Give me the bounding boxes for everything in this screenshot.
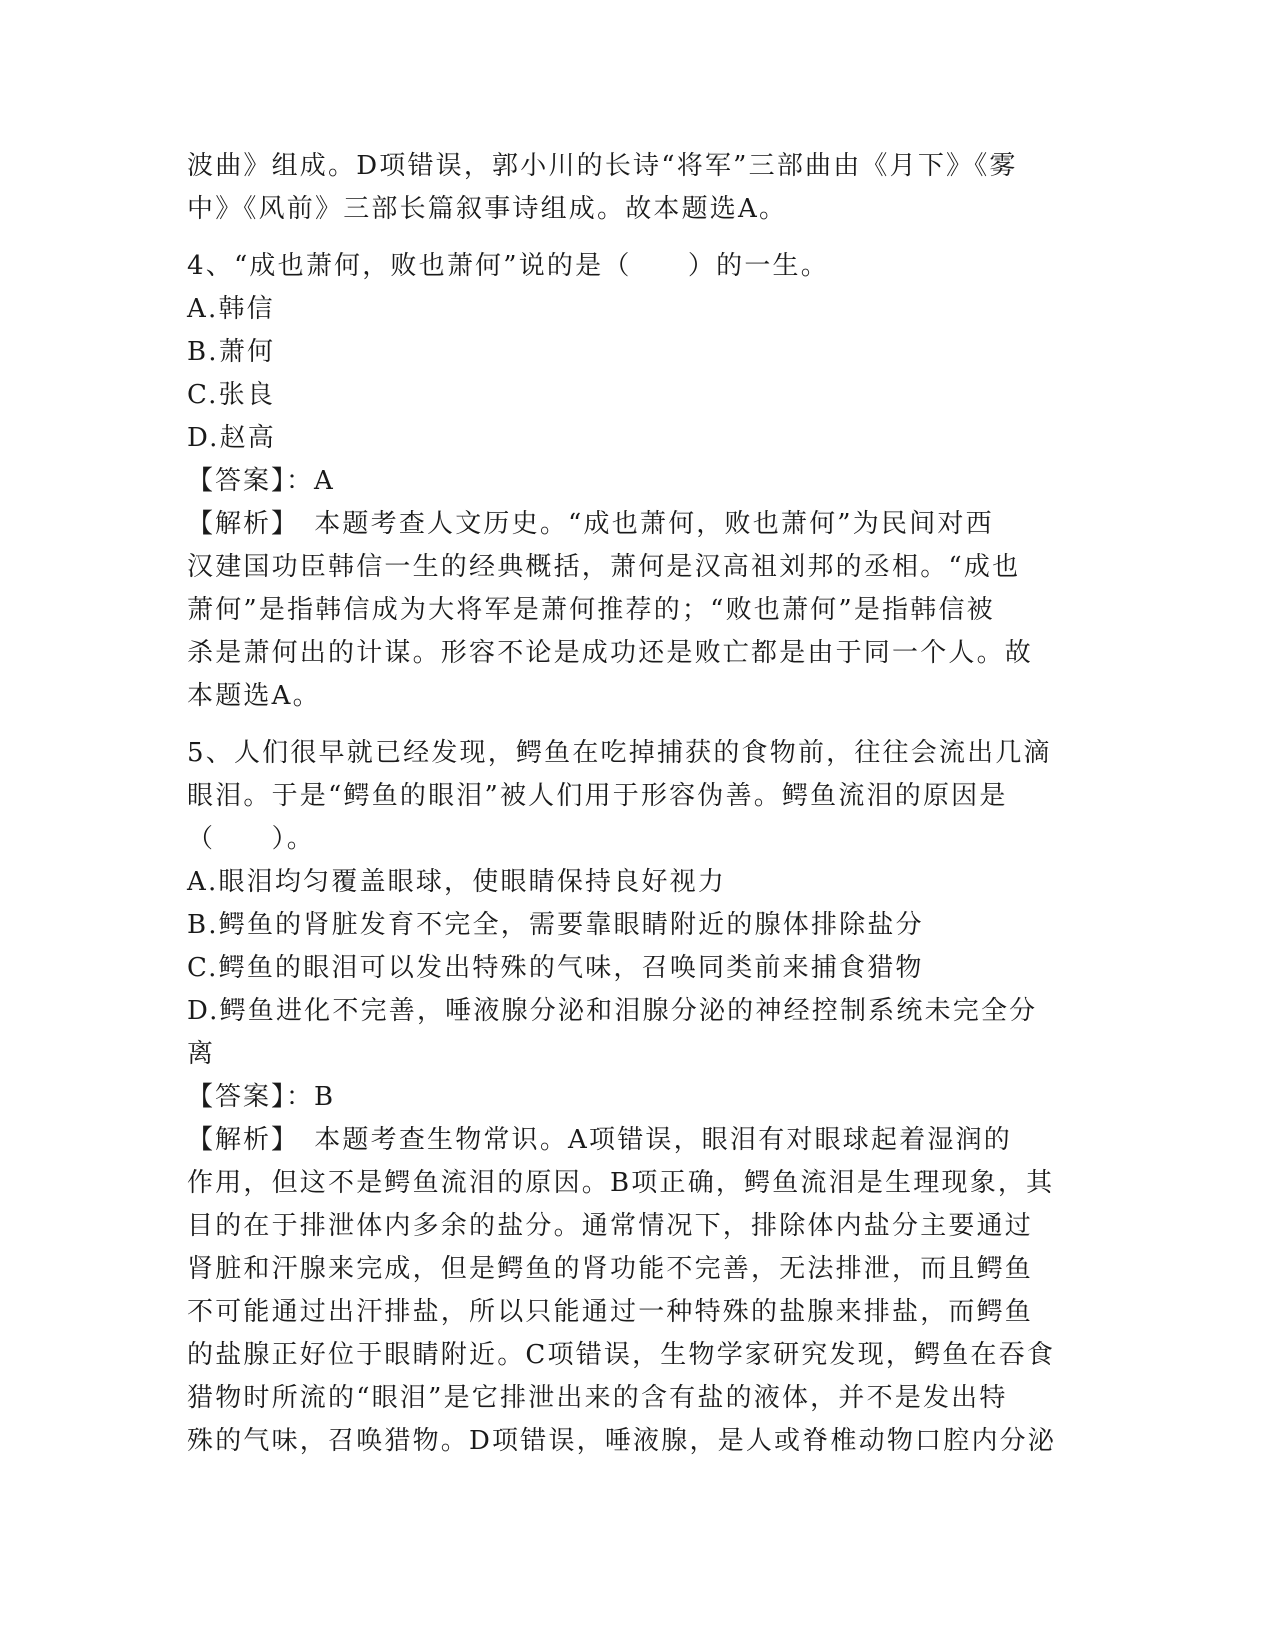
text-line: 波曲》组成。D项错误，郭小川的长诗“将军”三部曲由《月下》《雾 <box>187 151 1018 181</box>
question-4 <box>187 245 1087 718</box>
explanation-line: 目的在于排泄体内多余的盐分。通常情况下，排除体内盐分主要通过 <box>187 1211 1034 1241</box>
option-c: C.鳄鱼的眼泪可以发出特殊的气味，召唤同类前来捕食猎物 <box>187 953 924 983</box>
explanation-line: 猎物时所流的“眼泪”是它排泄出来的含有盐的液体，并不是发出特 <box>187 1383 1008 1413</box>
explanation-line <box>187 503 1087 546</box>
question-stem: 4、“成也萧何，败也萧何”说的是（ ）的一生。 <box>187 251 829 281</box>
option-b: B.萧何 <box>187 337 276 367</box>
option-d-continued: 离 <box>187 1039 216 1069</box>
answer-label: 【答案】： <box>187 466 315 496</box>
option-a: A.眼泪均匀覆盖眼球，使眼睛保持良好视力 <box>187 867 727 897</box>
explanation-line <box>187 1119 1087 1162</box>
page-content <box>187 145 1087 1463</box>
explanation-line: 本题选A。 <box>187 681 321 711</box>
answer-line <box>187 460 1087 503</box>
explanation-line: 汉建国功臣韩信一生的经典概括，萧何是汉高祖刘邦的丞相。“成也 <box>187 552 1021 582</box>
question-stem: 5、人们很早就已经发现，鳄鱼在吃掉捕获的食物前，往往会流出几滴 <box>187 738 1052 768</box>
explanation-line: 作用，但这不是鳄鱼流泪的原因。B项正确，鳄鱼流泪是生理现象，其 <box>187 1168 1055 1198</box>
explanation-line: 肾脏和汗腺来完成，但是鳄鱼的肾功能不完善，无法排泄，而且鳄鱼 <box>187 1254 1034 1284</box>
previous-explanation-continuation <box>187 145 1087 231</box>
text-line: 中》《风前》三部长篇叙事诗组成。故本题选A。 <box>187 194 788 224</box>
explanation-text: 本题考查生物常识。A项错误，眼泪有对眼球起着湿润的 <box>286 1125 1012 1155</box>
answer-line <box>187 1076 1087 1119</box>
option-a: A.韩信 <box>187 294 275 324</box>
explanation-line: 殊的气味，召唤猎物。D项错误，唾液腺，是人或脊椎动物口腔内分泌 <box>187 1426 1057 1456</box>
question-stem: 眼泪。于是“鳄鱼的眼泪”被人们用于形容伪善。鳄鱼流泪的原因是 <box>187 781 1008 811</box>
question-5 <box>187 732 1087 1463</box>
explanation-line: 萧何”是指韩信成为大将军是萧何推荐的；“败也萧何”是指韩信被 <box>187 595 995 625</box>
option-d: D.鳄鱼进化不完善，唾液腺分泌和泪腺分泌的神经控制系统未完全分 <box>187 996 1038 1026</box>
explanation-line: 杀是萧何出的计谋。形容不论是成功还是败亡都是由于同一个人。故 <box>187 638 1034 668</box>
explanation-text: 本题考查人文历史。“成也萧何，败也萧何”为民间对西 <box>286 509 994 539</box>
explanation-label: 【解析】 <box>187 509 287 539</box>
explanation-line: 的盐腺正好位于眼睛附近。C项错误，生物学家研究发现，鳄鱼在吞食 <box>187 1340 1056 1370</box>
option-d: D.赵高 <box>187 423 276 453</box>
explanation-line: 不可能通过出汗排盐，所以只能通过一种特殊的盐腺来排盐，而鳄鱼 <box>187 1297 1034 1327</box>
explanation-label: 【解析】 <box>187 1125 287 1155</box>
option-c: C.张良 <box>187 380 276 410</box>
answer-label: 【答案】： <box>187 1082 315 1112</box>
question-stem: （ ）。 <box>187 824 316 854</box>
answer-value: A <box>314 466 335 496</box>
answer-value: B <box>314 1082 336 1112</box>
option-b: B.鳄鱼的肾脏发育不完全，需要靠眼睛附近的腺体排除盐分 <box>187 910 924 940</box>
